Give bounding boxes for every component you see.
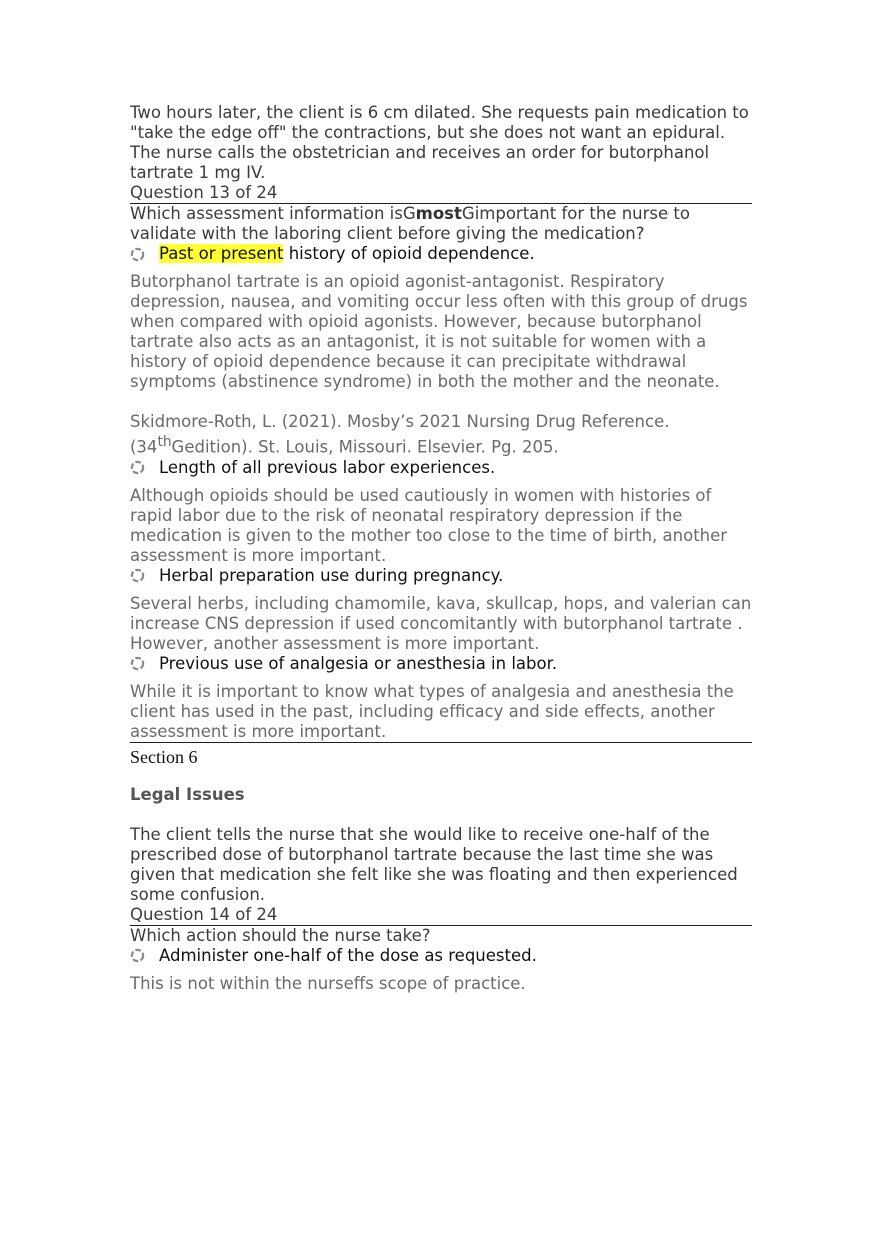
rationale-text: Although opioids should be used cautiously in women with histories of rapid labor due to the risk of neonatal respiratory depression if the medication is given to the mother too close to the time of birth, another assessment is more important. (130, 485, 728, 565)
stem-text-before: Which assessment information is (130, 204, 403, 223)
answer-option-label (159, 244, 535, 264)
reference-line-2 (130, 432, 752, 458)
radio-spinner-icon[interactable] (130, 568, 145, 583)
answer-option-label: Administer one-half of the dose as requested. (159, 945, 537, 965)
question-14-header: Question 14 of 24 (130, 905, 752, 926)
question-14-stem: Which action should the nurse take? (130, 925, 431, 945)
answer-option-2[interactable] (130, 458, 752, 478)
rationale-text: This is not within the nurseffs scope of practice. (130, 973, 526, 993)
stem-separator: G (461, 204, 475, 223)
radio-spinner-icon[interactable] (130, 948, 145, 963)
answer-option-label: Length of all previous labor experiences. (159, 457, 496, 477)
reference-edition-number: (34 (130, 437, 158, 457)
question-13-stem (130, 204, 752, 244)
scenario-paragraph: The client tells the nurse that she would like to receive one-half of the prescribed dose of butorphanol tartrate because the last time she was given that medication she felt like she was floating and then experienced some confusion. (130, 824, 738, 904)
answer-option-text: history of opioid dependence. (283, 244, 535, 263)
intro-paragraph: Two hours later, the client is 6 cm dilated. She requests pain medication to "take the edge off" the contractions, but she does not want an epidural. The nurse calls the obstetrician and receives an order for butorphanol tartrate 1 mg IV. (130, 103, 749, 182)
answer-option-1[interactable] (130, 946, 752, 966)
answer-option-4[interactable] (130, 654, 752, 674)
section-title: Section 6 (130, 746, 198, 767)
reference-line-1: Skidmore-Roth, L. (2021). Mosby’s 2021 Nursing Drug Reference. (130, 412, 670, 431)
stem-emphasis: most (415, 204, 462, 223)
rationale-text: Butorphanol tartrate is an opioid agonist-antagonist. Respiratory depression, nausea, and vomiting occur less often with this group of drugs when compared with opioid agonists. However, because butorphanol tartrate also acts as an antagonist, it is not suitable for women with a history of opioid dependence because it can precipitate withdrawal symptoms (abstinence syndrome) in both the mother and the neonate. (130, 272, 748, 391)
answer-option-label: Herbal preparation use during pregnancy. (159, 565, 504, 585)
radio-spinner-icon[interactable] (130, 656, 145, 671)
radio-spinner-icon[interactable] (130, 247, 145, 262)
section-topic: Legal Issues (130, 784, 245, 804)
highlighted-text: Past or present (159, 244, 284, 263)
document-content (130, 103, 752, 994)
reference-publisher: Gedition). St. Louis, Missouri. Elsevier. Pg. 205. (171, 437, 559, 457)
radio-spinner-icon[interactable] (130, 460, 145, 475)
rationale-text: While it is important to know what types of analgesia and anesthesia the client has used in the past, including efﬁcacy and side effects, another assessment is more important. (130, 682, 752, 743)
answer-option-3[interactable] (130, 566, 752, 586)
reference-edition-suffix: th (157, 434, 172, 450)
stem-text-after: important for the nurse to validate with the laboring client before giving the medication? (130, 204, 690, 243)
answer-option-label: Previous use of analgesia or anesthesia in labor. (159, 653, 558, 673)
answer-option-1[interactable] (130, 244, 752, 264)
rationale-text: Several herbs, including chamomile, kava, skullcap, hops, and valerian can increase CNS depression if used concomitantly with butorphanol tartrate . However, another assessment is more important. (130, 593, 752, 653)
question-13-header: Question 13 of 24 (130, 183, 752, 204)
stem-separator: G (402, 204, 416, 223)
